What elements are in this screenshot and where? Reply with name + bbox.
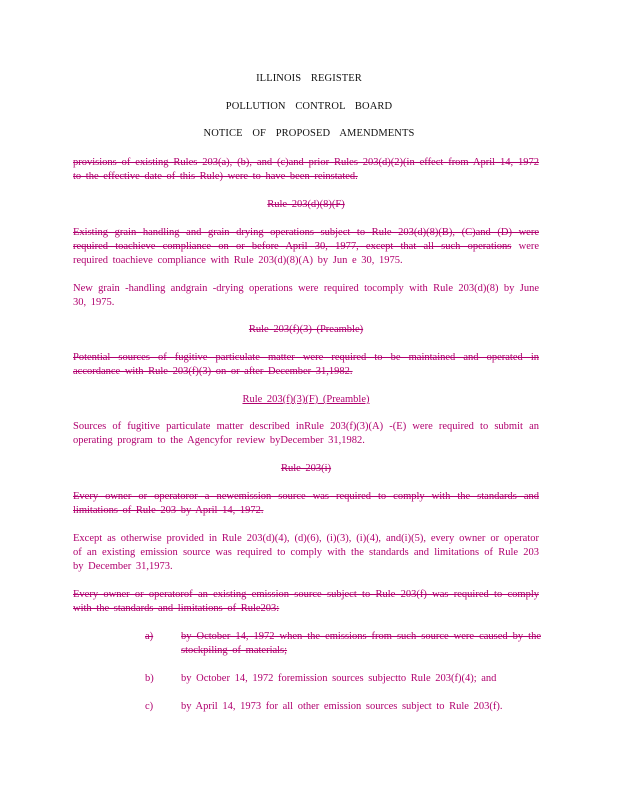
list-item-text: by October 14, 1972 when the emissions from such source were caused by the stockpiling of materials;	[181, 631, 541, 656]
heading-rule-203-i: Rule 203(i)	[280, 463, 332, 474]
list-item-marker: b)	[145, 673, 154, 684]
list-item-text: by April 14, 1973 for all other emission sources subject to Rule 203(f).	[181, 701, 503, 712]
header-notice: NOTICE OF PROPOSED AMENDMENTS	[203, 128, 415, 139]
heading-rule-203-d-8-f: Rule 203(d)(8)(F)	[267, 199, 345, 210]
grain-handling-struck-text: Existing grain handling and grain drying operations subject to Rule 203(d)(8)(B), (C)and (D) were required toachieve compliance on or before April 30, 1977, except that all such operations	[73, 227, 539, 252]
paragraph-operating-program: Sources of fugitive particulate matter described inRule 203(f)(3)(A) -(E) were required to submit an operating program to the Agencyfor review byDecember 31,1982.	[73, 421, 539, 446]
heading-rule-203-f-3-preamble: Rule 203(f)(3) (Preamble)	[248, 324, 364, 335]
paragraph-grain-handling	[73, 226, 539, 268]
header-board: POLLUTION CONTROL BOARD	[225, 101, 393, 112]
paragraph-new-grain: New grain -handling andgrain -drying operations were required tocomply with Rule 203(d)(8) by June 30, 1975.	[73, 283, 539, 308]
list-item-marker: a)	[145, 631, 154, 642]
paragraph-fugitive-sources: Potential sources of fugitive particulate matter were required to be maintained and operated in accordance with Rule 203(f)(3) on or after December 31,1982.	[73, 352, 539, 377]
paragraph-rule-203-f-sources: Every owner or operatorof an existing emission source subject to Rule 203(f) was required to comply with the standards and limitations of Rule203:	[73, 589, 539, 614]
list-item-marker: c)	[145, 701, 154, 712]
list-item-text: by October 14, 1972 foremission sources subjectto Rule 203(f)(4); and	[181, 673, 497, 684]
paragraph-reinstated: provisions of existing Rules 203(a), (b), and (c)and prior Rules 203(d)(2)(in effect from April 14, 1972 to the effective date of this Rule) were to have been reinstated.	[73, 157, 539, 182]
paragraph-new-emission-source: Every owner or operatoror a newemission source was required to comply with the standards and limitations of Rule 203 by April 14, 1972.	[73, 491, 539, 516]
heading-rule-203-f-3-f-preamble: Rule 203(f)(3)(F) (Preamble)	[242, 394, 370, 405]
paragraph-existing-emission-source: Except as otherwise provided in Rule 203(d)(4), (d)(6), (i)(3), (i)(4), and(i)(5), every owner or operator of an existing emission source was required to comply with the standards and limitations of Rule 203 by December 31,1973.	[73, 533, 539, 572]
grain-handling-text: were required toachieve compliance with Rule 203(d)(8)(A) by Jun e 30, 1975.	[73, 241, 540, 266]
header-register: ILLINOIS REGISTER	[256, 73, 362, 84]
